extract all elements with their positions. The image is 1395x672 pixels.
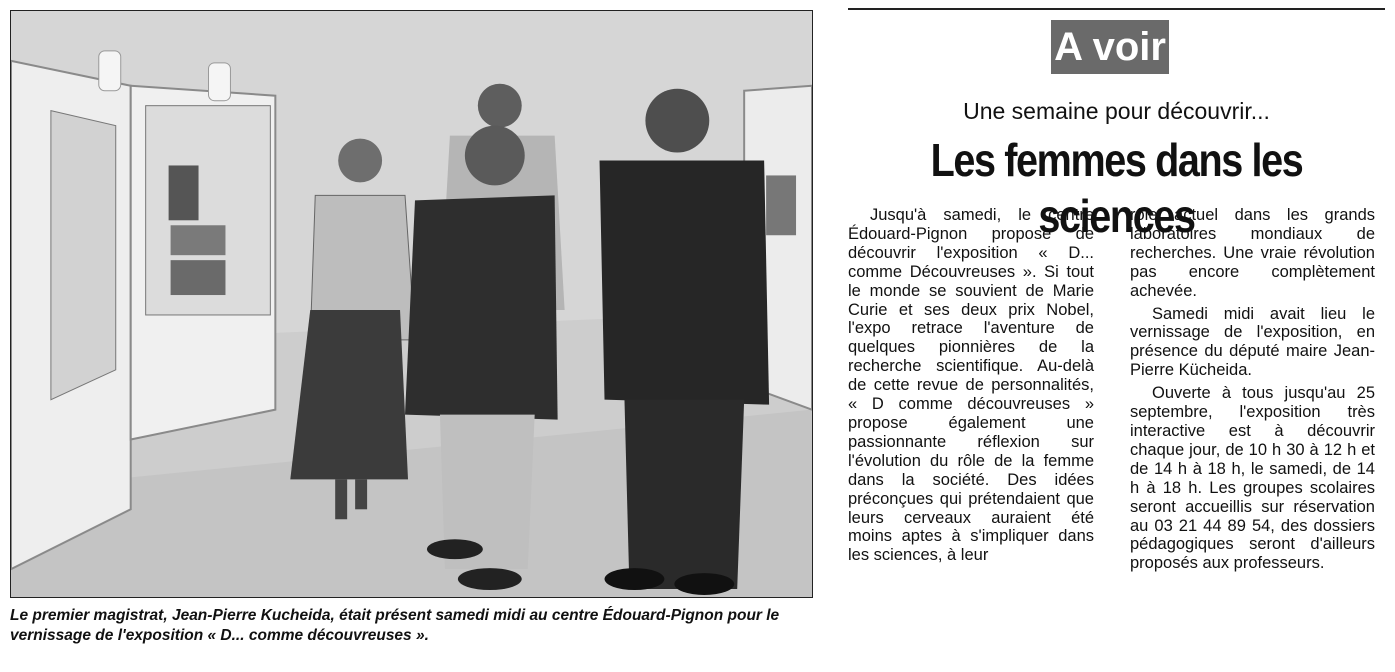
column-top-rule	[848, 8, 1385, 10]
article-paragraph: Jusqu'à samedi, le centre Édouard-Pignon propose de découvrir l'exposition « D... comme Découvreuses ». Si tout le monde se souvient de Marie Curie et ses deux prix Nobel, l'expo retrace l'aventure de quelques pionnières de la recherche scientifique. Au-delà de cette revue de personnalités, « D comme découvreuses » propose également une passionnante réflexion sur l'évolution du rôle de la femme dans la société. Des idées préconçues qui prétendaient que leurs cerveaux auraient été moins aptes à s'impliquer dans les sciences, à leur	[848, 206, 1094, 565]
article-column-1	[848, 206, 1094, 565]
photo-caption: Le premier magistrat, Jean-Pierre Kucheida, était présent samedi midi au centre Édouard-Pignon pour le vernissage de l'exposition « D... comme découvreuses ».	[10, 607, 780, 644]
kicker-label: A voir	[1051, 20, 1169, 74]
exhibition-photo	[10, 10, 813, 598]
article-headline: Les femmes dans les sciences	[930, 134, 1303, 242]
article-column-2	[1130, 206, 1375, 573]
article-paragraph: Ouverte à tous jusqu'au 25 septembre, l'exposition très interactive est à découvrir chaque jour, de 10 h 30 à 12 h et de 14 h à 18 h, le samedi, de 14 h à 18 h. Les groupes scolaires seront accueillis sur réservation au 03 21 44 89 54, des dossiers pédagogiques seront d'ailleurs proposés aux professeurs.	[1130, 384, 1375, 573]
article-paragraph: rôle actuel dans les grands laboratoires mondiaux de recherches. Une vraie révolution pas encore complètement achevée.	[1130, 206, 1375, 300]
article-paragraph: Samedi midi avait lieu le vernissage de l'exposition, en présence du député maire Jean-Pierre Kücheida.	[1130, 304, 1375, 380]
photo-exhibition-icon	[11, 11, 812, 597]
article-subtitle: Une semaine pour découvrir...	[963, 98, 1270, 124]
